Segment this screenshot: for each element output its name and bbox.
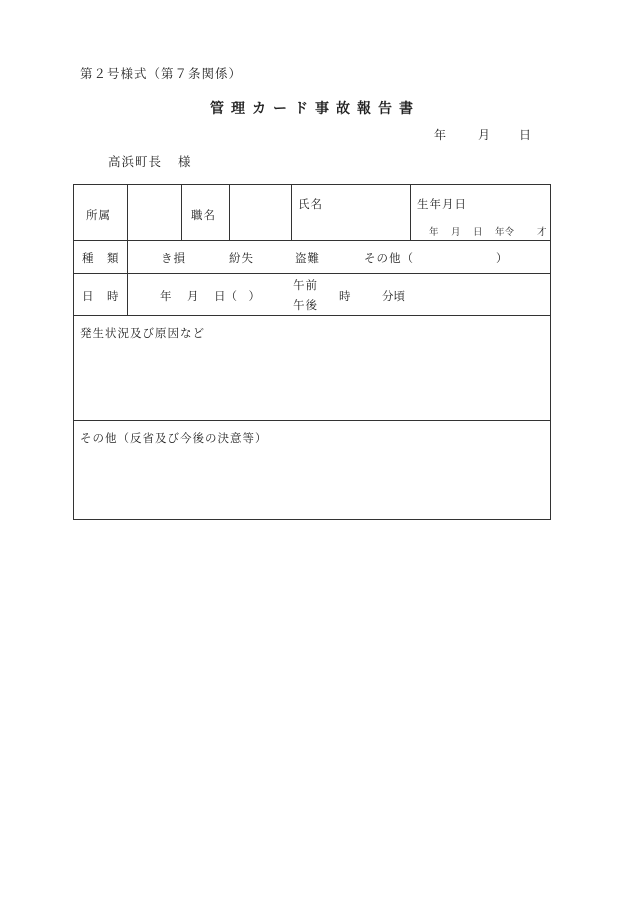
datetime-label-char-2: 時	[107, 289, 119, 303]
birth-year-label: 年	[429, 227, 439, 238]
type-other-option: その他（	[364, 251, 414, 265]
birth-month-label: 月	[451, 227, 461, 238]
type-theft-option: 盗難	[295, 251, 320, 265]
col-divider-label	[127, 240, 128, 315]
type-other-close: ）	[496, 251, 508, 265]
type-damage-option: き損	[161, 251, 186, 265]
other-reflection-label: その他（反省及び今後の決意等）	[80, 431, 268, 445]
type-label-char-1: 種	[82, 251, 94, 265]
datetime-year-label: 年	[160, 289, 172, 303]
addressee-honorific: 様	[178, 154, 192, 169]
form-number-label: 第２号様式（第７条関係）	[80, 66, 243, 81]
col-divider-r1-5	[410, 185, 411, 240]
name-label: 氏名	[298, 197, 323, 211]
datetime-label-char-1: 日	[82, 289, 94, 303]
date-day-label: 日	[519, 128, 532, 142]
date-year-label: 年	[434, 128, 447, 142]
datetime-month-label: 月	[187, 289, 199, 303]
row-divider-1	[74, 240, 550, 241]
date-month-label: 月	[478, 128, 491, 142]
row-divider-4	[74, 420, 550, 421]
type-label-char-2: 類	[107, 251, 119, 265]
minute-label: 分頃	[382, 289, 405, 303]
addressee-name: 高浜町長	[108, 154, 163, 169]
col-divider-r1-3	[229, 185, 230, 240]
addressee	[108, 152, 192, 170]
pm-label: 午後	[293, 298, 318, 312]
hour-label: 時	[339, 289, 351, 303]
birth-date-label: 生年月日	[417, 197, 467, 211]
affiliation-label: 所属	[86, 208, 111, 222]
document-title: 管理カード事故報告書	[210, 101, 420, 117]
datetime-day-label: 日（ ）	[214, 289, 260, 303]
age-label: 年令	[495, 227, 515, 238]
am-label: 午前	[293, 278, 318, 292]
type-loss-option: 紛失	[229, 251, 254, 265]
birth-day-label: 日	[473, 227, 483, 238]
col-divider-r1-4	[291, 185, 292, 240]
situation-cause-label: 発生状況及び原因など	[80, 326, 205, 340]
row-divider-3	[74, 315, 550, 316]
job-title-label: 職名	[191, 208, 216, 222]
age-unit-label: 才	[537, 227, 547, 238]
col-divider-r1-2	[181, 185, 182, 240]
report-form-table	[73, 184, 551, 520]
col-divider-r1-1	[127, 185, 128, 240]
row-divider-2	[74, 273, 550, 274]
